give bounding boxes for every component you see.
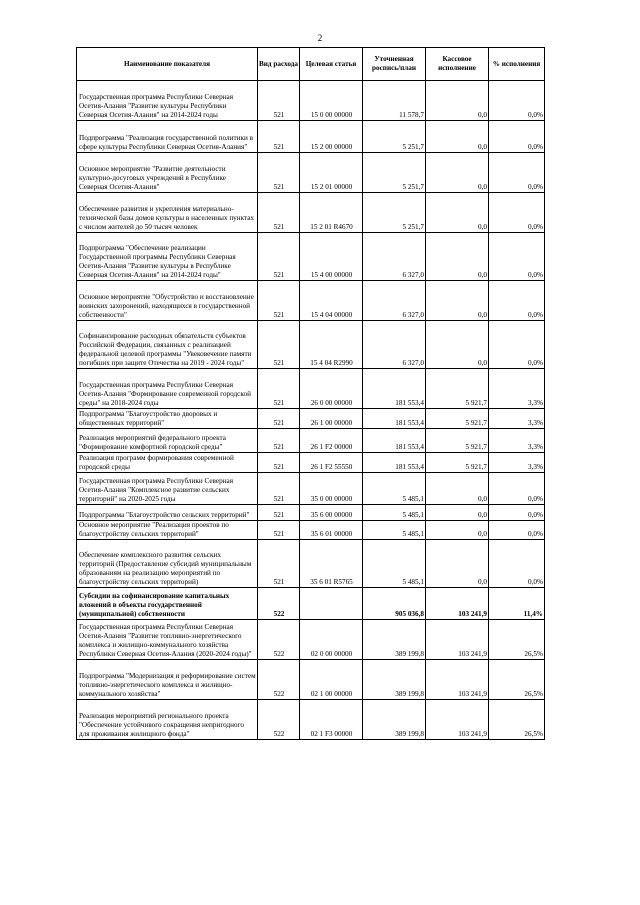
row-execution-cell: 0,0 — [426, 153, 489, 193]
row-execution-cell: 5 921,7 — [426, 409, 489, 429]
row-name-cell: Обеспечение комплексного развития сельских территорий (Предоставление субсидий муниципальным образованиям на реализацию мероприятий по благоустройству сельских территорий) — [77, 540, 258, 588]
column-header-execution: Кассовое исполнение — [426, 48, 489, 81]
table-row — [77, 505, 545, 521]
row-expense-type-cell: 521 — [258, 429, 300, 453]
table-row — [77, 453, 545, 473]
table-row — [77, 121, 545, 153]
row-expense-type-cell: 521 — [258, 121, 300, 153]
table-row — [77, 369, 545, 409]
row-target-article-cell: 15 4 04 R2990 — [300, 321, 363, 369]
row-percent-cell: 0,0% — [489, 540, 545, 588]
row-execution-cell: 0,0 — [426, 505, 489, 521]
row-name-cell: Государственная программа Республики Северная Осетия-Алания "Развитие культуры Республики Северная Осетия-Алания" на 2014-2024 годы — [77, 81, 258, 121]
row-percent-cell: 11,4% — [489, 588, 545, 620]
row-percent-cell: 26,5% — [489, 620, 545, 660]
row-expense-type-cell: 521 — [258, 281, 300, 321]
row-execution-cell: 0,0 — [426, 81, 489, 121]
row-target-article-cell: 26 1 F2 00000 — [300, 429, 363, 453]
table-row — [77, 233, 545, 281]
row-execution-cell: 5 921,7 — [426, 453, 489, 473]
column-header-expense-type: Вид расхода — [258, 48, 300, 81]
row-name-cell: Реализация мероприятий регионального проекта "Обеспечение устойчивого сокращения непригодного для проживания жилищного фонда" — [77, 700, 258, 740]
row-plan-cell: 905 036,8 — [363, 588, 426, 620]
row-execution-cell: 103 241,9 — [426, 588, 489, 620]
row-name-cell: Субсидии на софинансирование капитальных вложений в объекты государственной (муниципальной) собственности — [77, 588, 258, 620]
row-execution-cell: 0,0 — [426, 540, 489, 588]
row-expense-type-cell: 522 — [258, 700, 300, 740]
row-name-cell: Основное мероприятие "Обустройство и восстановление воинских захоронений, находящихся в государственной собственности" — [77, 281, 258, 321]
page-number: 2 — [317, 33, 323, 43]
row-expense-type-cell: 521 — [258, 521, 300, 540]
row-percent-cell: 3,3% — [489, 409, 545, 429]
row-execution-cell: 103 241,9 — [426, 660, 489, 700]
row-name-cell: Обеспечение развития и укрепления материально-технической базы домов культуры в населенных пунктах с числом жителей до 50 тысяч человек — [77, 193, 258, 233]
row-execution-cell: 0,0 — [426, 281, 489, 321]
table-header-row — [77, 48, 545, 81]
column-header-name: Наименование показателя — [77, 48, 258, 81]
row-percent-cell: 0,0% — [489, 321, 545, 369]
row-execution-cell: 103 241,9 — [426, 700, 489, 740]
row-name-cell: Подпрограмма "Модернизация и реформирование систем топливно-энергетического комплекса и жилищно-коммунального хозяйства" — [77, 660, 258, 700]
row-name-cell: Государственная программа Республики Северная Осетия-Алания "Комплексное развитие сельских территорий" на 2020-2025 годы — [77, 473, 258, 505]
row-execution-cell: 0,0 — [426, 321, 489, 369]
row-execution-cell: 0,0 — [426, 121, 489, 153]
row-name-cell: Подпрограмма "Реализация государственной политики в сфере культуры Республики Северная Осетия-Алания" — [77, 121, 258, 153]
row-plan-cell: 5 251,7 — [363, 193, 426, 233]
row-plan-cell: 5 485,1 — [363, 473, 426, 505]
row-plan-cell: 5 485,1 — [363, 540, 426, 588]
row-name-cell: Подпрограмма "Благоустройство сельских территорий" — [77, 505, 258, 521]
row-name-cell: Софинансирование расходных обязательств субъектов Российской Федерации, связанных с реализацией федеральной целевой программы "Увековечение памяти погибших при защите Отечества на 2019 - 2024 годы" — [77, 321, 258, 369]
table-row — [77, 281, 545, 321]
row-plan-cell: 181 553,4 — [363, 453, 426, 473]
row-target-article-cell: 15 0 00 00000 — [300, 81, 363, 121]
row-percent-cell: 0,0% — [489, 521, 545, 540]
row-plan-cell: 5 485,1 — [363, 521, 426, 540]
row-plan-cell: 181 553,4 — [363, 409, 426, 429]
row-target-article-cell: 35 6 00 00000 — [300, 505, 363, 521]
row-expense-type-cell: 522 — [258, 620, 300, 660]
row-percent-cell: 0,0% — [489, 121, 545, 153]
row-percent-cell: 26,5% — [489, 660, 545, 700]
row-execution-cell: 5 921,7 — [426, 429, 489, 453]
row-expense-type-cell: 521 — [258, 540, 300, 588]
row-percent-cell: 0,0% — [489, 193, 545, 233]
row-plan-cell: 389 199,8 — [363, 700, 426, 740]
row-plan-cell: 389 199,8 — [363, 620, 426, 660]
row-execution-cell: 0,0 — [426, 193, 489, 233]
row-plan-cell: 181 553,4 — [363, 369, 426, 409]
row-expense-type-cell: 521 — [258, 233, 300, 281]
table-row — [77, 588, 545, 620]
row-percent-cell: 0,0% — [489, 505, 545, 521]
table-row — [77, 620, 545, 660]
row-name-cell: Основное мероприятие "Реализация проектов по благоустройству сельских территорий" — [77, 521, 258, 540]
row-plan-cell: 6 327,0 — [363, 321, 426, 369]
table-row — [77, 660, 545, 700]
row-target-article-cell: 02 0 00 00000 — [300, 620, 363, 660]
row-target-article-cell: 15 2 01 00000 — [300, 153, 363, 193]
row-percent-cell: 3,3% — [489, 453, 545, 473]
row-name-cell: Подпрограмма "Обеспечение реализации Государственной программы Республики Северная Осетия-Алания "Развитие культуры в Республике Северная Осетия-Алания" на 2014-2024 годы" — [77, 233, 258, 281]
table-row — [77, 321, 545, 369]
row-target-article-cell: 02 1 00 00000 — [300, 660, 363, 700]
row-name-cell: Реализация программ формирования современной городской среды — [77, 453, 258, 473]
row-percent-cell: 0,0% — [489, 281, 545, 321]
column-header-percent: % исполнения — [489, 48, 545, 81]
row-expense-type-cell: 521 — [258, 193, 300, 233]
row-target-article-cell: 35 6 01 R5765 — [300, 540, 363, 588]
row-name-cell: Государственная программа Республики Северная Осетия-Алания "Формирование современной городской среды" на 2018-2024 годы — [77, 369, 258, 409]
row-percent-cell: 0,0% — [489, 233, 545, 281]
row-execution-cell: 103 241,9 — [426, 620, 489, 660]
row-expense-type-cell: 521 — [258, 321, 300, 369]
row-percent-cell: 3,3% — [489, 369, 545, 409]
row-name-cell: Основное мероприятие "Развитие деятельности культурно-досуговых учреждений в Республике Северная Осетия-Алания" — [77, 153, 258, 193]
row-target-article-cell — [300, 588, 363, 620]
row-percent-cell: 0,0% — [489, 153, 545, 193]
row-expense-type-cell: 521 — [258, 153, 300, 193]
table-row — [77, 521, 545, 540]
row-target-article-cell: 26 1 00 00000 — [300, 409, 363, 429]
row-name-cell: Подпрограмма "Благоустройство дворовых и общественных территорий" — [77, 409, 258, 429]
row-percent-cell: 3,3% — [489, 429, 545, 453]
row-name-cell: Реализация мероприятий федерального проекта "Формирование комфортной городской среды" — [77, 429, 258, 453]
row-expense-type-cell: 521 — [258, 81, 300, 121]
column-header-plan: Уточненная роспись/план — [363, 48, 426, 81]
column-header-target-article: Целевая статья — [300, 48, 363, 81]
row-plan-cell: 11 578,7 — [363, 81, 426, 121]
row-plan-cell: 181 553,4 — [363, 429, 426, 453]
row-plan-cell: 5 251,7 — [363, 153, 426, 193]
table-row — [77, 153, 545, 193]
row-target-article-cell: 15 4 00 00000 — [300, 233, 363, 281]
row-target-article-cell: 35 0 00 00000 — [300, 473, 363, 505]
row-target-article-cell: 02 1 F3 00000 — [300, 700, 363, 740]
row-expense-type-cell: 521 — [258, 505, 300, 521]
row-expense-type-cell: 522 — [258, 660, 300, 700]
row-plan-cell: 5 251,7 — [363, 121, 426, 153]
table-row — [77, 193, 545, 233]
row-target-article-cell: 35 6 01 00000 — [300, 521, 363, 540]
row-execution-cell: 0,0 — [426, 473, 489, 505]
table-row — [77, 409, 545, 429]
row-plan-cell: 6 327,0 — [363, 281, 426, 321]
row-target-article-cell: 15 2 01 R4670 — [300, 193, 363, 233]
row-expense-type-cell: 521 — [258, 409, 300, 429]
row-execution-cell: 0,0 — [426, 521, 489, 540]
row-target-article-cell: 26 1 F2 55550 — [300, 453, 363, 473]
row-name-cell: Государственная программа Республики Северная Осетия-Алания "Развитие топливно-энергетического комплекса и жилищно-коммунального хозяйства Республики Северная Осетия-Алания (2020-2024 годы)" — [77, 620, 258, 660]
table-row — [77, 81, 545, 121]
row-target-article-cell: 15 2 00 00000 — [300, 121, 363, 153]
row-expense-type-cell: 522 — [258, 588, 300, 620]
row-execution-cell: 5 921,7 — [426, 369, 489, 409]
table-row — [77, 429, 545, 453]
row-target-article-cell: 26 0 00 00000 — [300, 369, 363, 409]
table-row — [77, 540, 545, 588]
row-percent-cell: 26,5% — [489, 700, 545, 740]
row-percent-cell: 0,0% — [489, 473, 545, 505]
table-row — [77, 700, 545, 740]
row-plan-cell: 5 485,1 — [363, 505, 426, 521]
row-target-article-cell: 15 4 04 00000 — [300, 281, 363, 321]
row-percent-cell: 0,0% — [489, 81, 545, 121]
row-expense-type-cell: 521 — [258, 369, 300, 409]
budget-execution-table — [76, 47, 545, 740]
row-execution-cell: 0,0 — [426, 233, 489, 281]
row-plan-cell: 6 327,0 — [363, 233, 426, 281]
row-plan-cell: 389 199,8 — [363, 660, 426, 700]
row-expense-type-cell: 521 — [258, 453, 300, 473]
table-row — [77, 473, 545, 505]
row-expense-type-cell: 521 — [258, 473, 300, 505]
